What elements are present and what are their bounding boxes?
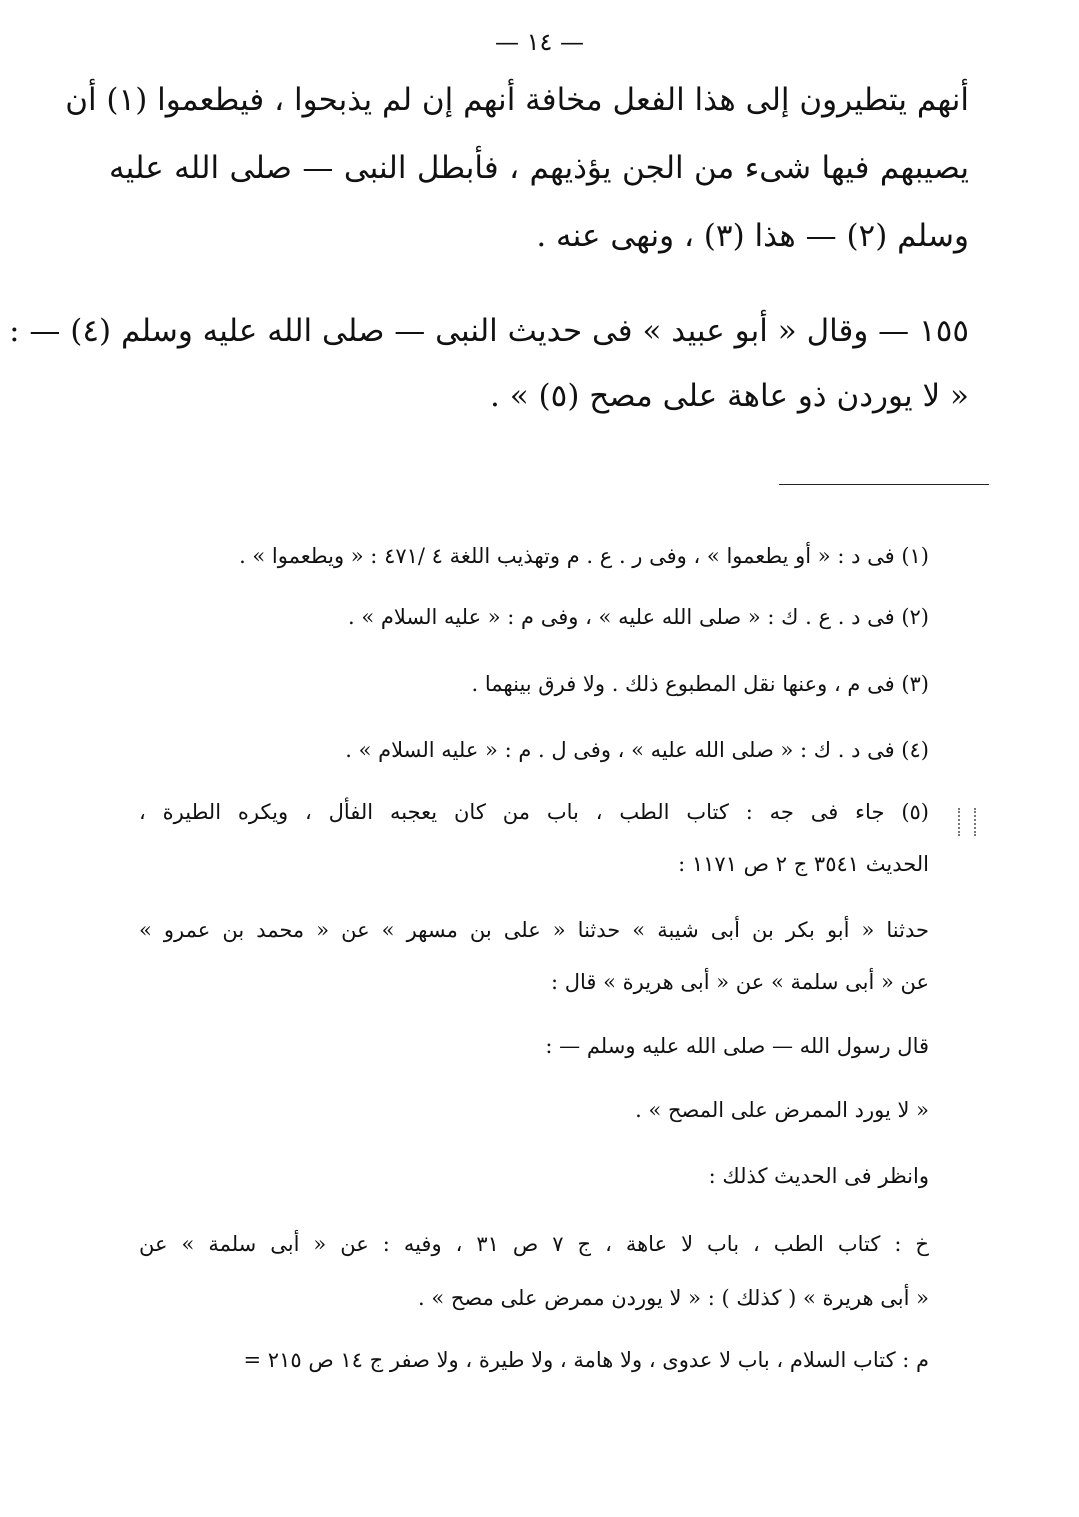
footnote-line: (٤) فى د . ك : « صلى الله عليه » ، وفى ل . م : « عليه السلام » .	[345, 738, 929, 762]
footnote-line: (٣) فى م ، وعنها نقل المطبوع ذلك . ولا فرق بينهما .	[471, 672, 929, 696]
hadith-quote-line: « لا يوردن ذو عاهة على مصح (٥) » .	[490, 378, 969, 414]
footnote-line: وانظر فى الحديث كذلك :	[708, 1164, 929, 1188]
footnote-line: م : كتاب السلام ، باب لا عدوى ، ولا هامة ، ولا طيرة ، ولا صفر ج ١٤ ص ٢١٥ =	[243, 1348, 929, 1372]
hadith-heading-line: ١٥٥ — وقال « أبو عبيد » فى حديث النبى — صلى الله عليه وسلم (٤) — :	[9, 313, 969, 349]
main-text-line: يصيبهم فيها شىء من الجن يؤذيهم ، فأبطل النبى — صلى الله عليه	[109, 150, 969, 186]
footnote-line: الحديث ٣٥٤١ ج ٢ ص ١١٧١ :	[678, 852, 929, 876]
footnote-line: (٢) فى د . ع . ك : « صلى الله عليه » ، وفى م : « عليه السلام » .	[347, 605, 929, 629]
footnote-line: قال رسول الله — صلى الله عليه وسلم — :	[545, 1034, 929, 1058]
footnote-line: « لا يورد الممرض على المصح » .	[635, 1098, 929, 1122]
footnote-line: « أبى هريرة » ( كذلك ) : « لا يوردن ممرض على مصح » .	[417, 1286, 929, 1310]
footnote-line: (١) فى د : « أو يطعموا » ، وفى ر . ع . م وتهذيب اللغة ٤ /٤٧١ : « ويطعموا » .	[239, 544, 929, 568]
scan-artifact-mark	[958, 808, 976, 836]
page-number: — ١٤ —	[494, 28, 585, 56]
footnote-line: حدثنا « أبو بكر بن أبى شيبة » حدثنا « على بن مسهر » عن « محمد بن عمرو »	[139, 918, 929, 942]
footnote-line: خ : كتاب الطب ، باب لا عاهة ، ج ٧ ص ٣١ ، وفيه : عن « أبى سلمة » عن	[139, 1232, 929, 1256]
main-text-line: أنهم يتطيرون إلى هذا الفعل مخافة أنهم إن لم يذبحوا ، فيطعموا (١) أن	[65, 82, 969, 118]
footnote-separator	[779, 484, 989, 485]
footnote-line: عن « أبى سلمة » عن « أبى هريرة » قال :	[550, 970, 929, 994]
main-text-line: وسلم (٢) — هذا (٣) ، ونهى عنه .	[536, 218, 969, 254]
footnote-line: (٥) جاء فى جه : كتاب الطب ، باب من كان يعجبه الفأل ، ويكره الطيرة ،	[139, 800, 929, 824]
